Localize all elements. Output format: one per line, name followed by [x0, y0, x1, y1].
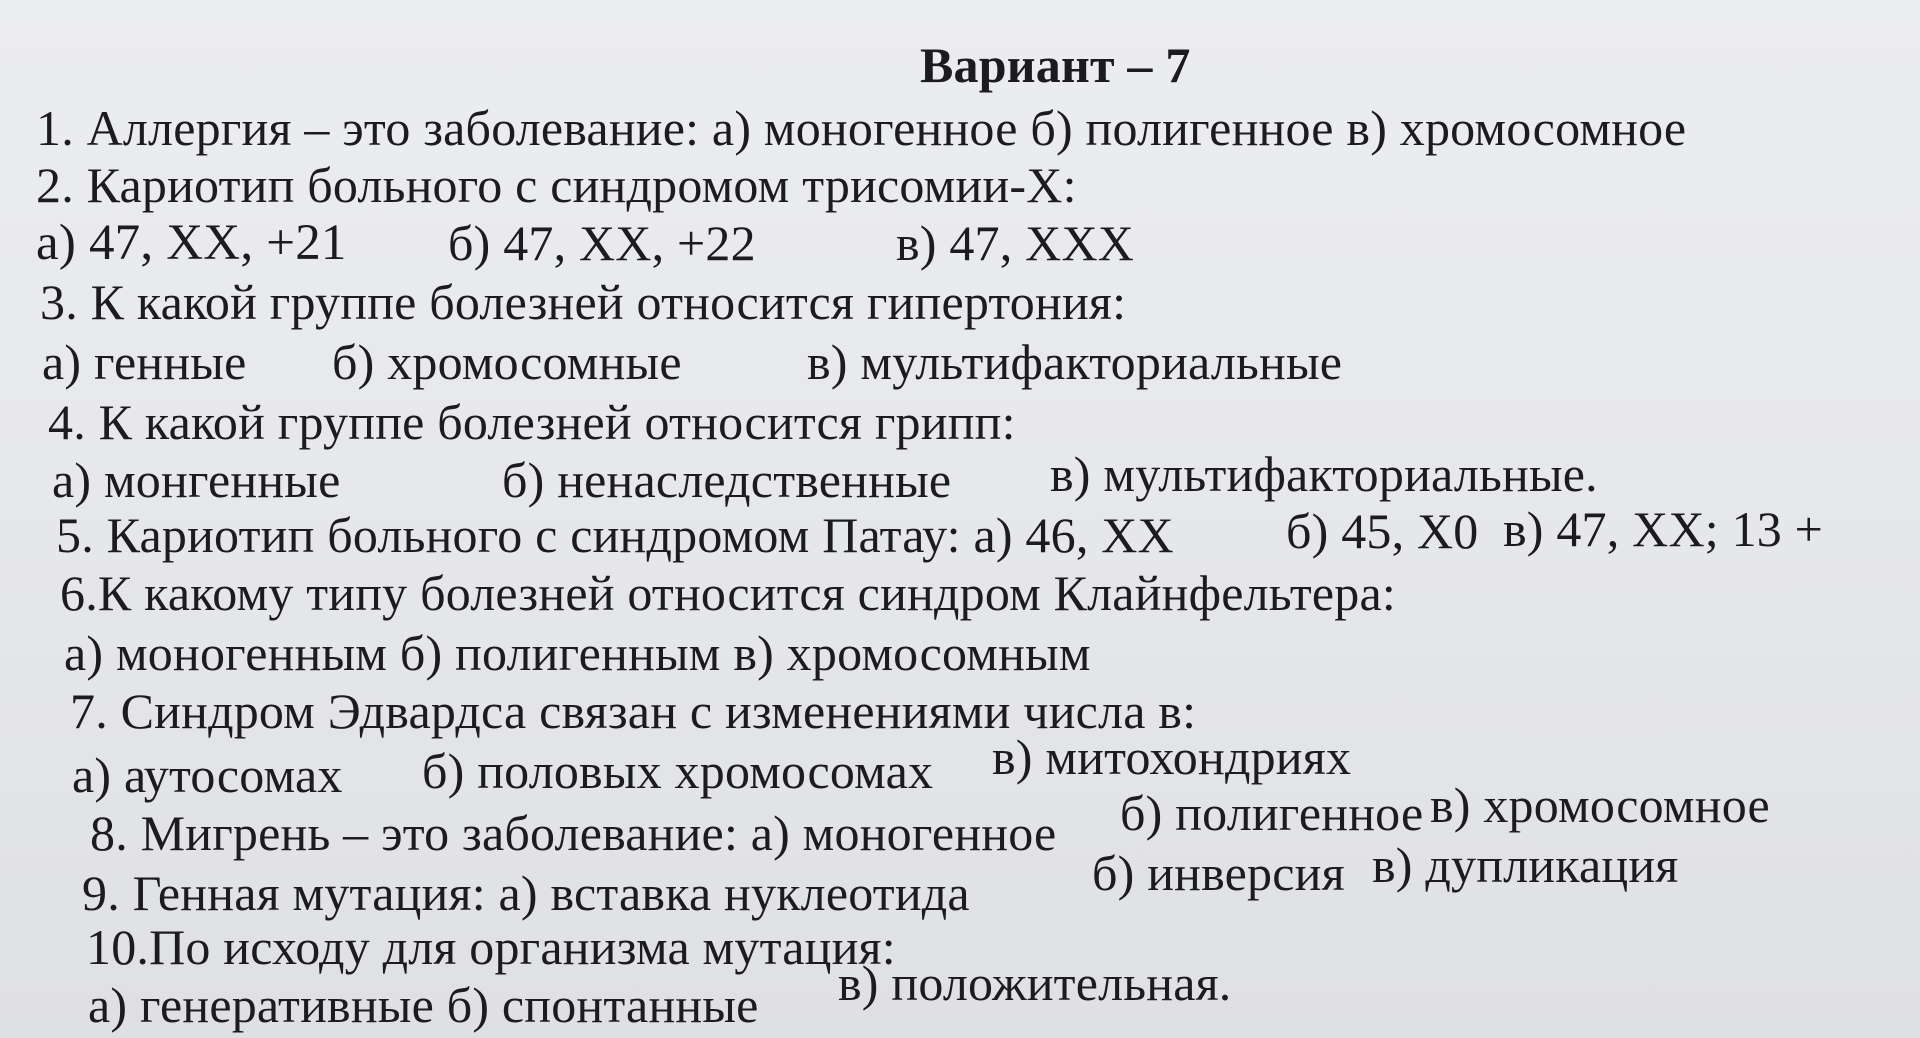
question-1: 1. Аллергия – это заболевание: а) моногенное б) полигенное в) хромосомное	[36, 100, 1687, 156]
option-a: а) генные	[42, 334, 247, 390]
question-4-options	[52, 446, 1598, 508]
option-b: б) инверсия	[1092, 845, 1345, 901]
question-9-text-a: 9. Генная мутация: а) вставка нуклеотида	[82, 865, 970, 921]
option-c: в) хромосомное	[1430, 777, 1770, 833]
option-b: б) хромосомные	[332, 334, 682, 390]
question-6-options: а) моногенным б) полигенным в) хромосомным	[64, 625, 1091, 681]
option-a: а) 47, ХХ, +21	[36, 215, 347, 271]
option-c: в) 47, ХХХ	[896, 215, 1135, 271]
question-3: 3. К какой группе болезней относится гипертония:	[40, 274, 1127, 330]
question-4: 4. К какой группе болезней относится грипп:	[48, 394, 1016, 450]
question-10-options	[88, 955, 1232, 1033]
option-b: б) полигенное	[1120, 785, 1424, 841]
option-a: а) аутосомах	[72, 747, 343, 803]
question-9	[82, 837, 1679, 921]
question-7: 7. Синдром Эдвардса связан с изменениями числа в:	[70, 683, 1197, 739]
option-c: в) положительная.	[838, 955, 1232, 1011]
option-b: б) 47, ХХ, +22	[448, 215, 756, 271]
question-6: 6.К какому типу болезней относится синдром Клайнфельтера:	[60, 565, 1396, 621]
option-b: б) 45, Х0	[1286, 503, 1479, 559]
options-ab: а) генеративные б) спонтанные	[88, 977, 759, 1033]
option-b: б) ненаследственные	[502, 452, 952, 508]
question-5	[56, 501, 1824, 563]
question-7-options	[72, 729, 1352, 803]
question-8	[90, 777, 1770, 861]
question-10: 10.По исходу для организма мутация:	[86, 919, 896, 975]
question-3-options	[42, 334, 1343, 390]
option-c: в) мультифакториальные	[807, 334, 1343, 390]
page-title: Вариант – 7	[920, 37, 1191, 93]
option-b: б) половых хромосомах	[422, 743, 934, 799]
option-c: в) дупликация	[1372, 837, 1679, 893]
question-8-text-a: 8. Мигрень – это заболевание: а) моногенное	[90, 805, 1057, 861]
question-2-options	[36, 215, 1135, 271]
option-a: а) монгенные	[52, 452, 341, 508]
option-c: в) мультифакториальные.	[1050, 446, 1598, 502]
option-c: в) 47, ХХ; 13 +	[1503, 501, 1824, 557]
option-c: в) митохондриях	[992, 729, 1352, 785]
question-5-text-a: 5. Кариотип больного с синдромом Патау: а) 46, ХХ	[56, 507, 1174, 563]
question-2: 2. Кариотип больного с синдромом трисомии-Х:	[36, 157, 1077, 213]
